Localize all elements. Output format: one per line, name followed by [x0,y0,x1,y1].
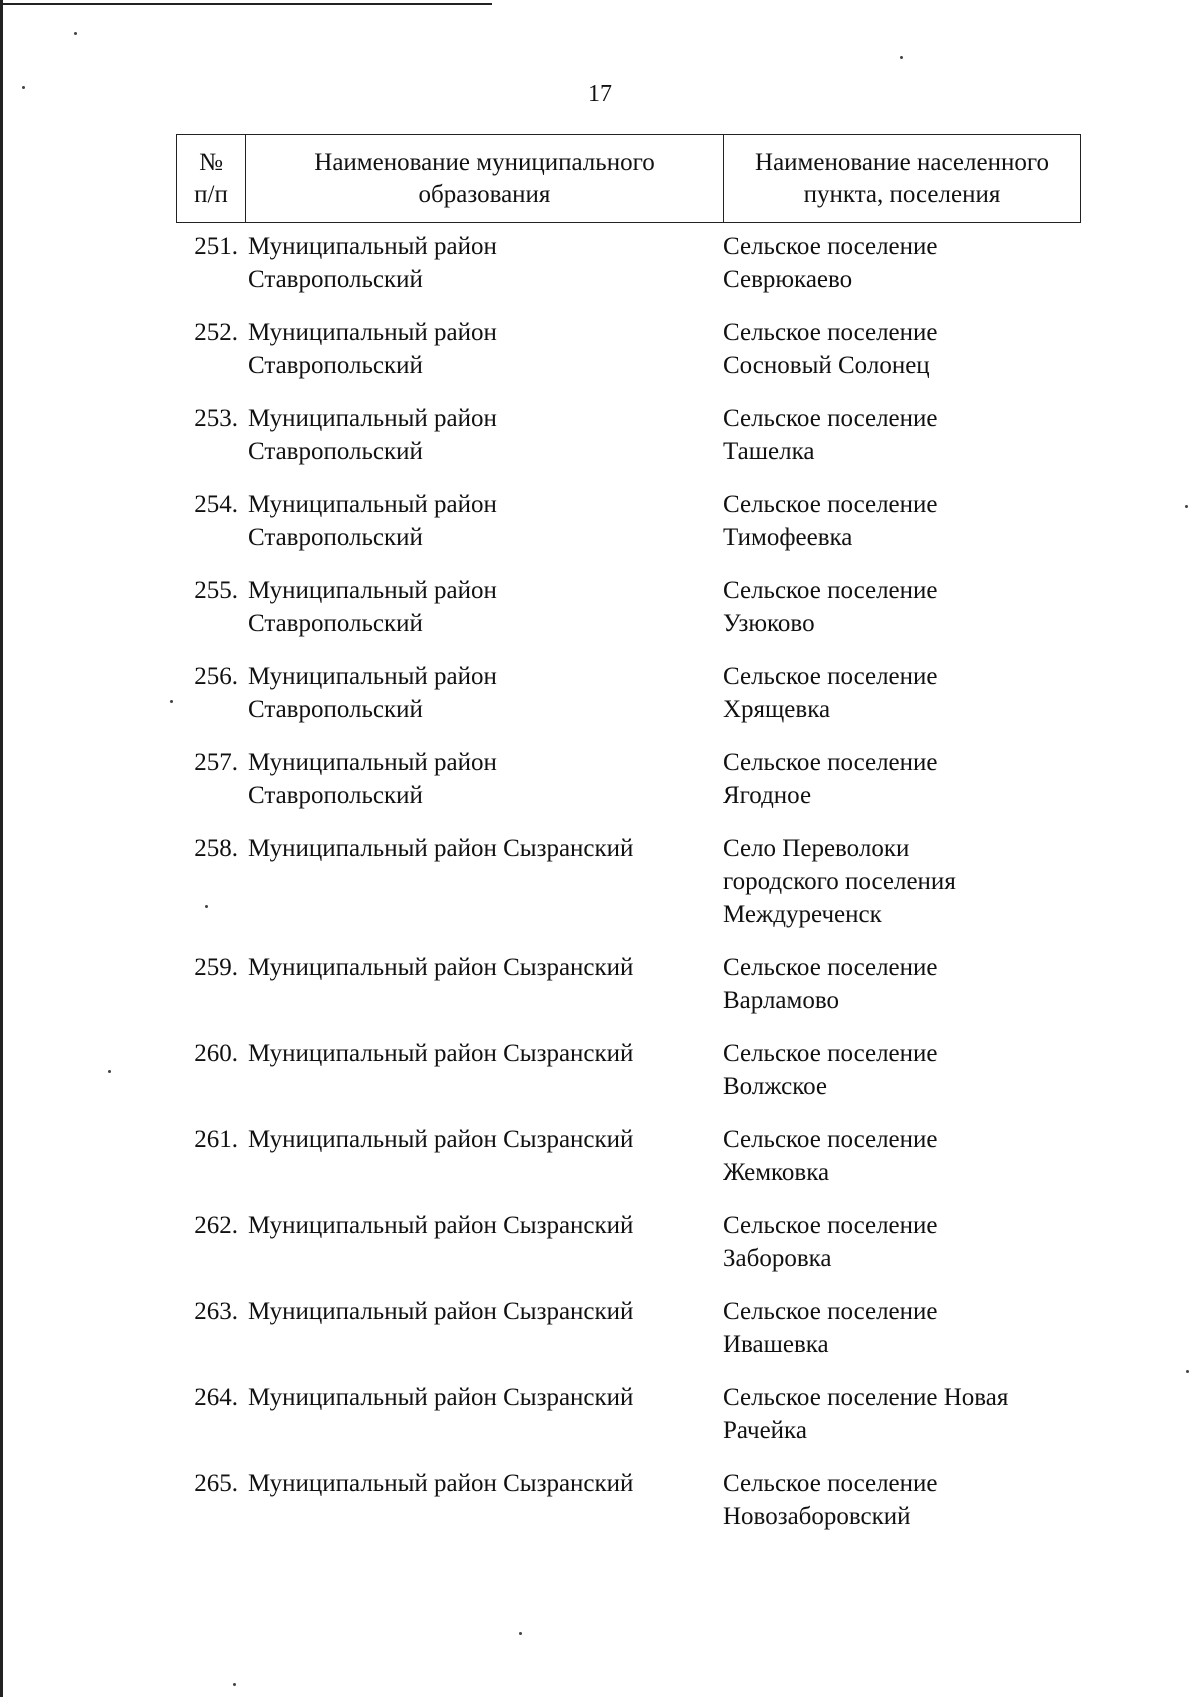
row-number: 258. [194,835,238,862]
table-row [176,832,1081,931]
row-municipality: Муниципальный район Сызранский [248,1212,634,1239]
scan-left-edge [0,0,3,1697]
scan-speck [1186,1370,1189,1373]
row-municipality: Муниципальный район Ставропольский [248,663,497,723]
scan-speck [74,32,77,35]
row-number: 251. [194,233,238,260]
header-settlement: Наименование населенного пункта, поселения [755,148,1049,208]
row-number: 264. [194,1384,238,1411]
row-number: 263. [194,1298,238,1325]
scan-speck [900,56,903,59]
row-settlement: Сельское поселение Волжское [723,1040,938,1100]
row-settlement: Сельское поселение Ивашевка [723,1298,938,1358]
row-municipality: Муниципальный район Сызранский [248,1384,634,1411]
row-number: 253. [194,405,238,432]
row-municipality: Муниципальный район Сызранский [248,1470,634,1497]
row-number: 252. [194,319,238,346]
scan-speck [108,1070,111,1073]
row-settlement: Сельское поселение Жемковка [723,1126,938,1186]
table-row [176,951,1081,1017]
table-row [176,1381,1081,1447]
table-row [176,1123,1081,1189]
row-settlement: Сельское поселение Варламово [723,954,938,1014]
table-row [176,1295,1081,1361]
row-settlement: Сельское поселение Тимофеевка [723,491,938,551]
table-row [176,1209,1081,1275]
row-number: 261. [194,1126,238,1153]
header-municipality-cell [246,135,724,222]
row-municipality: Муниципальный район Ставропольский [248,319,497,379]
header-number-cell [177,135,246,222]
row-municipality: Муниципальный район Ставропольский [248,749,497,809]
row-settlement: Сельское поселение Сосновый Солонец [723,319,938,379]
table-body [176,230,1081,1553]
row-settlement: Село Переволоки городского поселения Междуреченск [723,835,956,928]
table-row [176,660,1081,726]
row-settlement: Сельское поселение Новая Рачейка [723,1384,1009,1444]
top-border-line [0,3,492,5]
header-number: № п/п [194,148,228,208]
row-settlement: Сельское поселение Заборовка [723,1212,938,1272]
row-number: 257. [194,749,238,776]
page-number: 17 [588,81,612,107]
table-row [176,402,1081,468]
row-number: 259. [194,954,238,981]
table-row [176,746,1081,812]
row-settlement: Сельское поселение Ташелка [723,405,938,465]
row-settlement: Сельское поселение Ягодное [723,749,938,809]
table-row [176,574,1081,640]
row-number: 260. [194,1040,238,1067]
row-municipality: Муниципальный район Сызранский [248,835,634,862]
table-row [176,488,1081,554]
row-settlement: Сельское поселение Хрящевка [723,663,938,723]
table-row [176,1037,1081,1103]
row-municipality: Муниципальный район Сызранский [248,1298,634,1325]
row-municipality: Муниципальный район Сызранский [248,954,634,981]
row-number: 255. [194,577,238,604]
row-municipality: Муниципальный район Сызранский [248,1126,634,1153]
row-municipality: Муниципальный район Ставропольский [248,405,497,465]
scan-speck [519,1632,522,1635]
row-settlement: Сельское поселение Севрюкаево [723,233,938,293]
row-settlement: Сельское поселение Узюково [723,577,938,637]
row-municipality: Муниципальный район Ставропольский [248,491,497,551]
table-header [176,134,1081,223]
row-number: 265. [194,1470,238,1497]
row-settlement: Сельское поселение Новозаборовский [723,1470,938,1530]
table-row [176,230,1081,296]
row-municipality: Муниципальный район Ставропольский [248,233,497,293]
scan-speck [170,700,173,703]
table-row [176,316,1081,382]
row-number: 254. [194,491,238,518]
header-municipality: Наименование муниципального образования [314,148,655,208]
row-number: 262. [194,1212,238,1239]
table-row [176,1467,1081,1533]
scan-speck [1185,505,1188,508]
row-number: 256. [194,663,238,690]
scan-speck [233,1683,236,1686]
row-municipality: Муниципальный район Сызранский [248,1040,634,1067]
row-municipality: Муниципальный район Ставропольский [248,577,497,637]
header-settlement-cell [724,135,1080,222]
